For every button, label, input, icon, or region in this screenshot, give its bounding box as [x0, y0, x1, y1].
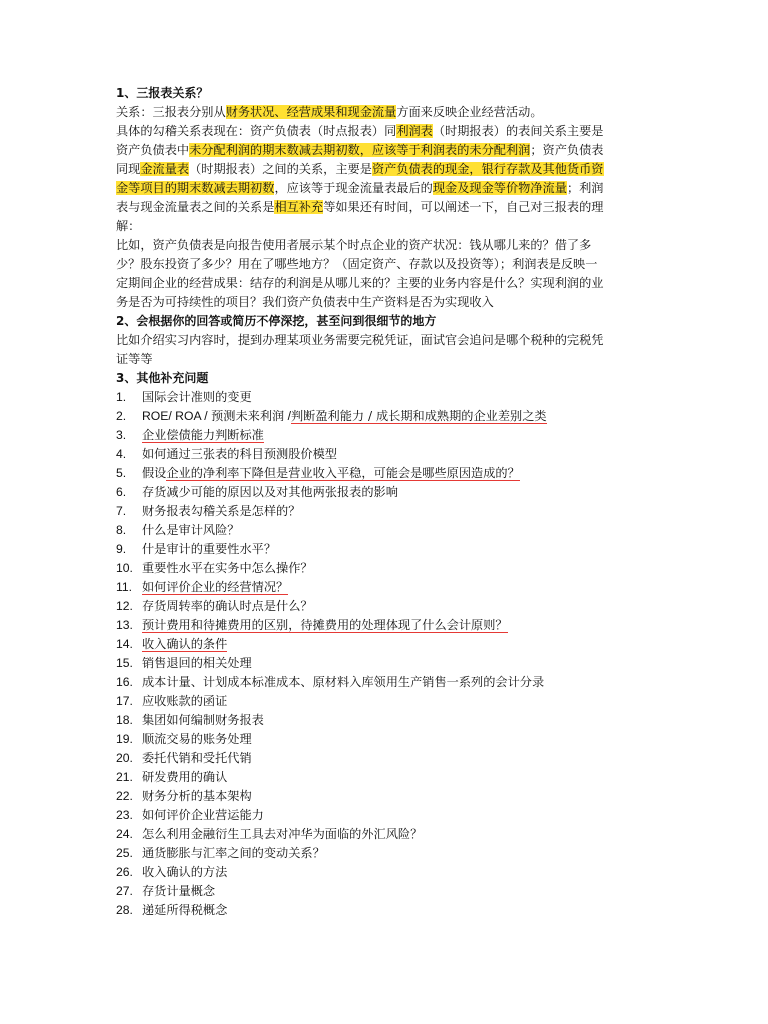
list-item: [116, 407, 656, 426]
list-item: [116, 863, 656, 882]
list-item: [116, 540, 656, 559]
list-item-text: 成本计量、计划成本标准成本、原材料入库领用生产销售一系列的会计分录: [142, 675, 545, 689]
list-item: [116, 578, 656, 597]
list-item: [116, 559, 656, 578]
list-item: [116, 825, 656, 844]
list-item: [116, 882, 656, 901]
section-1-title: 1、三报表关系？: [116, 86, 209, 100]
list-item-number: 10.: [116, 561, 133, 575]
underlined-text: 判断盈利能力 / 成长期和成熟期的企业差别之类: [290, 409, 547, 423]
list-item-number: 5.: [116, 466, 127, 480]
list-item-number: 25.: [116, 846, 133, 860]
list-item: [116, 426, 656, 445]
text: （时期报表）之间的关系，主要是: [189, 162, 372, 176]
list-item-text: 如何评价企业营运能力: [142, 808, 264, 822]
list-item: [116, 730, 656, 749]
list-item-text: 存货周转率的确认时点是什么？: [142, 599, 313, 613]
list-item-number: 27.: [116, 884, 133, 898]
text: 同现: [116, 162, 141, 176]
underlined-text: 如何评价企业的经营情况？: [142, 580, 289, 594]
list-item-number: 12.: [116, 599, 133, 613]
list-item: [116, 787, 656, 806]
list-item-text: 委托代销和受托代销: [142, 751, 252, 765]
list-item: [116, 464, 656, 483]
list-item-number: 4.: [116, 447, 127, 461]
s1-line-1: [116, 103, 656, 122]
list-item: [116, 616, 656, 635]
list-item: [116, 692, 656, 711]
list-item-number: 19.: [116, 732, 133, 746]
list-item: [116, 388, 656, 407]
list-item-number: 11.: [116, 580, 133, 594]
section-2-title: 2、会根据你的回答或简历不停深挖，甚至问到很细节的地方: [116, 314, 437, 328]
s1-line-5: [116, 179, 656, 198]
s2-line-1: 比如介绍实习内容时，提到办理某项业务需要完税凭证，面试官会追问是哪个税种的完税凭: [116, 333, 604, 347]
list-item-number: 21.: [116, 770, 133, 784]
list-item: [116, 901, 656, 920]
list-item-text: 递延所得税概念: [142, 903, 228, 917]
highlight: 利润表: [396, 124, 433, 138]
list-item-number: 20.: [116, 751, 133, 765]
text: ；利润: [566, 181, 604, 195]
highlight: 未分配利润的期末数减去期初数，应该等于利润表的未分配利润: [189, 143, 531, 157]
list-item: [116, 654, 656, 673]
list-item-text: 重要性水平在实务中怎么操作？: [142, 561, 313, 575]
list-item: [116, 597, 656, 616]
list-item: [116, 844, 656, 863]
s1-line-8: 比如，资产负债表是向报告使用者展示某个时点企业的资产状况：钱从哪儿来的？借了多: [116, 238, 592, 252]
list-item-number: 26.: [116, 865, 133, 879]
list-item-text: 研发费用的确认: [142, 770, 228, 784]
list-item-number: 23.: [116, 808, 133, 822]
list-item-number: 17.: [116, 694, 133, 708]
list-item-number: 16.: [116, 675, 133, 689]
text: 方面来反映企业经营活动。: [396, 105, 543, 119]
question-list: [116, 388, 656, 920]
list-item-number: 7.: [116, 504, 127, 518]
underlined-text: 收入确认的条件: [142, 637, 228, 651]
list-item-text: ROE/ ROA / 预测未来利润 /: [142, 409, 291, 423]
underlined-text: 企业的净利率下降但是营业收入平稳，可能会是哪些原因造成的？: [166, 466, 520, 480]
highlight: 资产负债表的现金，银行存款及其他货币资: [371, 162, 604, 176]
s1-line-7: 解：: [116, 219, 141, 233]
s1-line-9: 少？股东投资了多少？用在了哪些地方？（固定资产、存款以及投资等）；利润表是反映一: [116, 257, 598, 271]
list-item-number: 22.: [116, 789, 133, 803]
list-item: [116, 749, 656, 768]
list-item-text: 收入确认的方法: [142, 865, 228, 879]
underlined-text: 预计费用和待摊费用的区别，待摊费用的处理体现了什么会计原则？: [142, 618, 508, 632]
list-item-text: 什是审计的重要性水平？: [142, 542, 277, 556]
highlight: 金流量表: [140, 162, 190, 176]
highlight: 金等项目的期末数减去期初数: [116, 181, 275, 195]
list-item-number: 3.: [116, 428, 127, 442]
list-item-number: 9.: [116, 542, 127, 556]
s1-line-10: 定期间企业的经营成果：结存的利润是从哪儿来的？主要的业务内容是什么？实现利润的业: [116, 276, 604, 290]
list-item-number: 6.: [116, 485, 127, 499]
text: 具体的勾稽关系表现在：资产负债表（时点报表）同: [116, 124, 397, 138]
list-item-text: 国际会计准则的变更: [142, 390, 252, 404]
text: 关系：三报表分别从: [116, 105, 226, 119]
list-item: [116, 635, 656, 654]
s1-line-11: 务是否为可持续性的项目？我们资产负债表中生产资料是否为实现收入: [116, 295, 494, 309]
s2-line-2: 证等等: [116, 352, 153, 366]
list-item-number: 28.: [116, 903, 133, 917]
s1-line-3: [116, 141, 656, 160]
highlight: 相互补充: [274, 200, 324, 214]
list-item: [116, 483, 656, 502]
highlight: 财务状况、经营成果和现金流量: [225, 105, 397, 119]
s1-line-2: [116, 122, 656, 141]
list-item-text: 财务分析的基本架构: [142, 789, 252, 803]
list-item-text: 通货膨胀与汇率之间的变动关系？: [142, 846, 325, 860]
list-item-text: 顺流交易的账务处理: [142, 732, 252, 746]
list-item: [116, 445, 656, 464]
list-item-text: 存货计量概念: [142, 884, 216, 898]
list-item: [116, 711, 656, 730]
s1-line-4: [116, 160, 656, 179]
text: ，应该等于现金流量表最后的: [274, 181, 433, 195]
highlight: 现金及现金等价物净流量: [432, 181, 567, 195]
text: 等如果还有时间，可以阐述一下，自己对三报表的理: [323, 200, 604, 214]
list-item: [116, 806, 656, 825]
list-item-number: 18.: [116, 713, 133, 727]
list-item-text: 怎么利用金融衍生工具去对冲华为面临的外汇风险？: [142, 827, 423, 841]
list-item: [116, 521, 656, 540]
list-item-number: 24.: [116, 827, 133, 841]
list-item: [116, 502, 656, 521]
list-item-text: 什么是审计风险？: [142, 523, 240, 537]
text: 表与现金流量表之间的关系是: [116, 200, 275, 214]
list-item-text: 销售退回的相关处理: [142, 656, 252, 670]
list-item-text: 财务报表勾稽关系是怎样的？: [142, 504, 301, 518]
list-item-text: 存货减少可能的原因以及对其他两张报表的影响: [142, 485, 398, 499]
underlined-text: 企业偿债能力判断标准: [142, 428, 264, 442]
list-item-number: 1.: [116, 390, 127, 404]
text: 资产负债表中: [116, 143, 190, 157]
list-item: [116, 673, 656, 692]
text: （时期报表）的表间关系主要是: [432, 124, 604, 138]
list-item-text: 应收账款的函证: [142, 694, 228, 708]
list-item-number: 15.: [116, 656, 133, 670]
s1-line-6: [116, 198, 656, 217]
list-item-text: 如何通过三张表的科目预测股价模型: [142, 447, 337, 461]
list-item-number: 2.: [116, 409, 127, 423]
list-item-number: 13.: [116, 618, 133, 632]
section-3-title: 3、其他补充问题: [116, 371, 209, 385]
list-item-text: 假设: [142, 466, 167, 480]
list-item-number: 8.: [116, 523, 127, 537]
list-item-number: 14.: [116, 637, 133, 651]
text: ；资产负债表: [530, 143, 604, 157]
list-item-text: 集团如何编制财务报表: [142, 713, 264, 727]
list-item: [116, 768, 656, 787]
document-body: [116, 84, 656, 920]
